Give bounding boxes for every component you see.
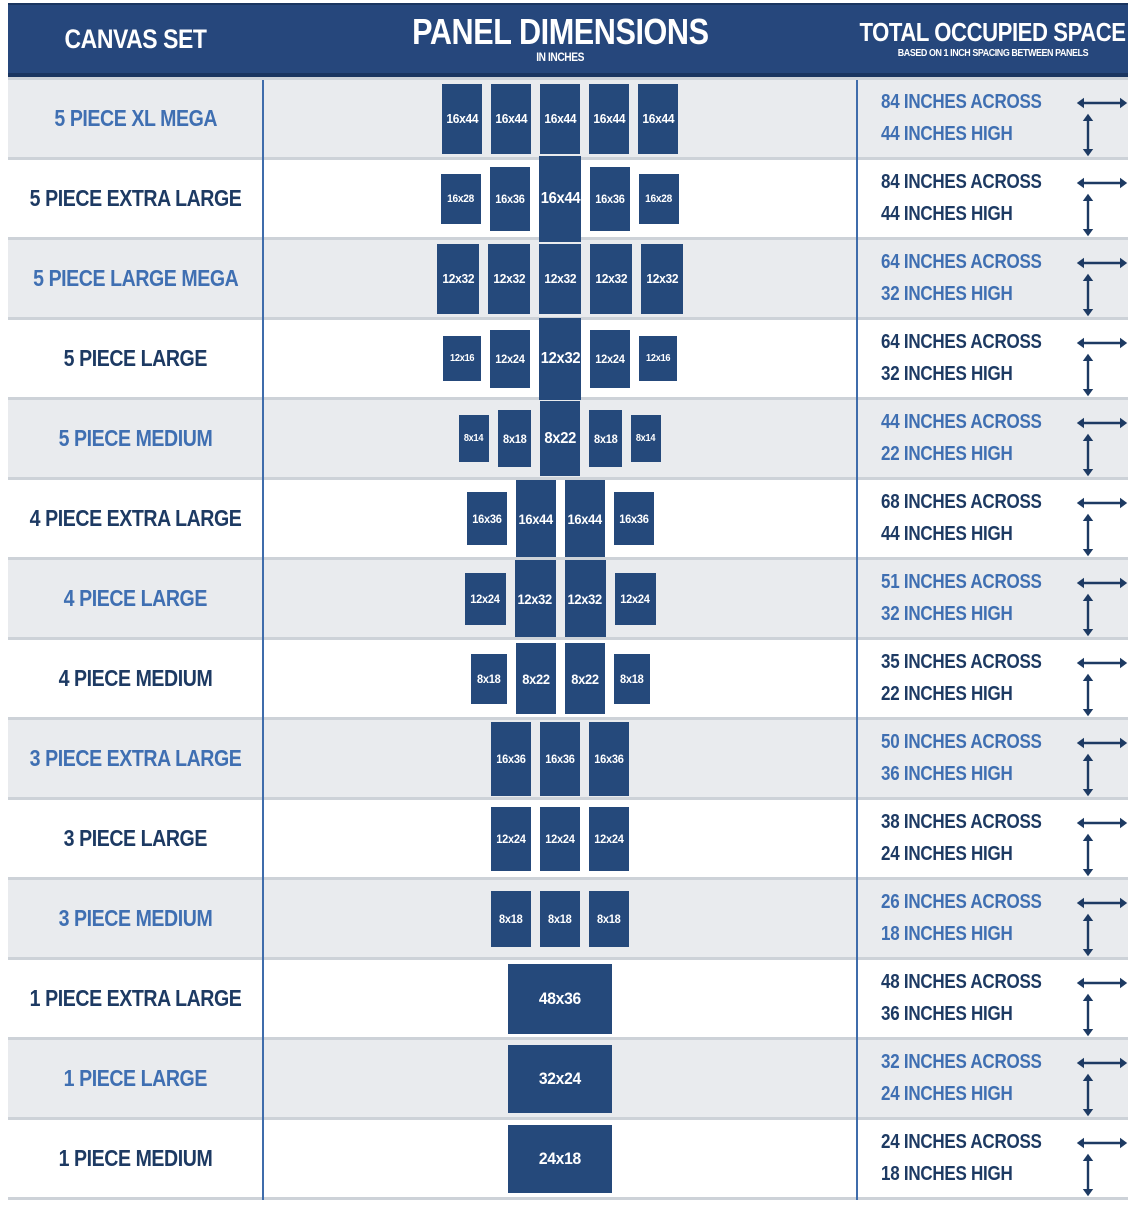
inches-across-label: 68 INCHES ACROSS (881, 491, 1042, 513)
canvas-panel (590, 244, 632, 314)
vertical-arrow-icon (1081, 1153, 1095, 1197)
arrow-slot (1056, 673, 1120, 717)
arrow-slot (1070, 416, 1134, 430)
inches-across-label: 35 INCHES ACROSS (881, 651, 1042, 673)
canvas-panel (540, 891, 580, 947)
canvas-set-cell (8, 480, 263, 557)
canvas-panel (639, 174, 679, 224)
panel-size-label: 12x24 (496, 831, 526, 846)
occupied-space-line (881, 361, 1120, 389)
occupied-space-line (881, 441, 1120, 469)
canvas-set-row (8, 640, 1128, 720)
panel-size-label: 12x32 (567, 590, 603, 607)
panel-size-label: 8x22 (544, 429, 576, 447)
arrow-slot (1070, 576, 1134, 590)
canvas-panel (565, 560, 606, 637)
arrow-slot (1070, 496, 1134, 510)
canvas-panel (539, 156, 581, 242)
vertical-arrow-icon (1081, 193, 1095, 237)
canvas-set-cell (8, 240, 263, 317)
panel-dimensions-cell (263, 320, 857, 397)
panel-size-label: 8x18 (597, 911, 621, 926)
panel-size-label: 16x36 (594, 751, 624, 766)
canvas-set-label: 5 PIECE LARGE (63, 345, 208, 371)
inches-across-label: 51 INCHES ACROSS (881, 571, 1042, 593)
canvas-panel (488, 244, 530, 314)
inches-across-label: 64 INCHES ACROSS (881, 331, 1042, 353)
panel-size-label: 24x18 (538, 1148, 582, 1168)
panel-size-label: 8x22 (570, 670, 599, 687)
inches-across-label: 64 INCHES ACROSS (881, 251, 1042, 273)
canvas-set-row (8, 320, 1128, 400)
panel-size-label: 12x32 (544, 271, 576, 286)
canvas-set-row (8, 480, 1128, 560)
occupied-space-cell (857, 320, 1128, 397)
inches-high-label: 18 INCHES HIGH (881, 923, 1013, 945)
horizontal-arrow-icon (1076, 256, 1128, 270)
panel-size-label: 12x32 (517, 590, 553, 607)
occupied-space-line (881, 681, 1120, 709)
canvas-set-row (8, 240, 1128, 320)
arrow-slot (1070, 736, 1134, 750)
panel-size-label: 16x44 (544, 111, 576, 126)
canvas-set-row (8, 80, 1128, 160)
canvas-set-row (8, 560, 1128, 640)
canvas-panel (443, 336, 481, 381)
canvas-set-row (8, 720, 1128, 800)
canvas-panel (491, 84, 531, 154)
canvas-set-row (8, 880, 1128, 960)
canvas-set-label: 5 PIECE XL MEGA (54, 105, 217, 131)
panel-size-label: 16x44 (642, 111, 674, 126)
canvas-set-label: 5 PIECE MEDIUM (58, 425, 213, 451)
panel-size-label: 16x36 (595, 191, 625, 206)
panel-size-label: 16x44 (540, 189, 580, 207)
arrow-slot (1056, 113, 1120, 157)
inches-high-label: 36 INCHES HIGH (881, 1003, 1013, 1025)
arrow-slot (1070, 96, 1134, 110)
occupied-space-cell (857, 560, 1128, 637)
canvas-set-cell (8, 1120, 263, 1197)
canvas-set-label: 4 PIECE EXTRA LARGE (29, 505, 242, 531)
panel-size-label: 8x14 (636, 433, 656, 444)
horizontal-arrow-icon (1076, 656, 1128, 670)
panel-dimensions-cell (263, 720, 857, 797)
panel-size-label: 16x44 (446, 111, 478, 126)
panel-size-label: 16x28 (447, 192, 475, 205)
horizontal-arrow-icon (1076, 576, 1128, 590)
arrow-slot (1056, 513, 1120, 557)
canvas-set-label: 5 PIECE LARGE MEGA (32, 265, 239, 291)
canvas-panel (459, 415, 489, 462)
occupied-space-line (881, 1081, 1120, 1109)
occupied-space-line (881, 601, 1120, 629)
canvas-panel (565, 643, 605, 714)
horizontal-arrow-icon (1076, 976, 1128, 990)
vertical-arrow-icon (1081, 673, 1095, 717)
arrow-slot (1056, 833, 1120, 877)
panel-size-label: 16x28 (645, 192, 673, 205)
arrow-slot (1056, 433, 1120, 477)
arrow-slot (1070, 816, 1134, 830)
arrow-slot (1070, 176, 1134, 190)
panel-size-label: 12x16 (645, 353, 671, 364)
panel-dimensions-cell (263, 400, 857, 477)
canvas-panel (565, 480, 605, 557)
table-body (8, 77, 1128, 1200)
panel-size-label: 16x36 (618, 511, 649, 526)
occupied-space-cell (857, 1120, 1128, 1197)
canvas-panel (639, 336, 677, 381)
header-cell-canvas-set (8, 5, 263, 73)
canvas-panel (638, 84, 678, 154)
canvas-set-cell (8, 800, 263, 877)
header-cell-panel-dimensions (263, 5, 857, 73)
canvas-set-row (8, 1120, 1128, 1200)
arrow-slot (1056, 1073, 1120, 1117)
arrow-slot (1070, 336, 1134, 350)
vertical-arrow-icon (1081, 513, 1095, 557)
vertical-arrow-icon (1081, 1073, 1095, 1117)
panel-size-label: 16x36 (495, 191, 525, 206)
occupied-space-cell (857, 240, 1128, 317)
canvas-panel (508, 964, 612, 1034)
vertical-arrow-icon (1081, 273, 1095, 317)
panel-size-label: 8x14 (464, 433, 484, 444)
canvas-panel (490, 330, 530, 388)
panel-size-label: 12x32 (442, 271, 474, 286)
panel-size-label: 16x44 (495, 111, 527, 126)
inches-high-label: 32 INCHES HIGH (881, 363, 1013, 385)
inches-across-label: 50 INCHES ACROSS (881, 731, 1042, 753)
panel-size-label: 12x24 (594, 831, 624, 846)
canvas-panel (589, 84, 629, 154)
occupied-space-line (881, 521, 1120, 549)
occupied-space-cell (857, 800, 1128, 877)
arrow-slot (1056, 273, 1120, 317)
canvas-set-cell (8, 640, 263, 717)
canvas-panel (471, 654, 507, 704)
canvas-panel (540, 722, 580, 796)
canvas-set-cell (8, 80, 263, 157)
canvas-panel (516, 480, 556, 557)
occupied-space-line (881, 761, 1120, 789)
occupied-space-line (881, 1001, 1120, 1029)
vertical-arrow-icon (1081, 993, 1095, 1037)
occupied-space-line (881, 841, 1120, 869)
canvas-set-label: 3 PIECE LARGE (63, 825, 208, 851)
header-cell-total-space (857, 5, 1128, 73)
panel-size-label: 12x24 (470, 591, 500, 606)
panel-dimensions-cell (263, 1040, 857, 1117)
panel-size-label: 12x32 (595, 271, 627, 286)
canvas-panel (589, 807, 629, 871)
canvas-panel (516, 643, 556, 714)
arrow-slot (1070, 1056, 1134, 1070)
canvas-panel (491, 722, 531, 796)
panel-size-label: 32x24 (538, 1068, 582, 1088)
horizontal-arrow-icon (1076, 336, 1128, 350)
inches-high-label: 24 INCHES HIGH (881, 1083, 1013, 1105)
column-header-panel-dimensions-subtitle: IN INCHES (536, 49, 584, 64)
horizontal-arrow-icon (1076, 896, 1128, 910)
canvas-panel (641, 244, 683, 314)
canvas-set-cell (8, 320, 263, 397)
panel-size-label: 12x32 (540, 349, 580, 367)
panel-size-label: 12x24 (495, 351, 525, 366)
occupied-space-cell (857, 400, 1128, 477)
canvas-panel (491, 891, 531, 947)
occupied-space-cell (857, 880, 1128, 957)
arrow-slot (1056, 1153, 1120, 1197)
vertical-arrow-icon (1081, 433, 1095, 477)
column-header-panel-dimensions: PANEL DIMENSIONS (411, 10, 709, 52)
panel-size-label: 8x18 (619, 671, 644, 686)
arrow-slot (1070, 896, 1134, 910)
occupied-space-line (881, 201, 1120, 229)
panel-dimensions-cell (263, 640, 857, 717)
occupied-space-cell (857, 480, 1128, 557)
inches-high-label: 44 INCHES HIGH (881, 523, 1013, 545)
column-divider (262, 80, 264, 1200)
panel-size-label: 8x18 (548, 911, 572, 926)
column-header-total-space: TOTAL OCCUPIED SPACE (859, 17, 1126, 47)
panel-size-label: 16x36 (545, 751, 575, 766)
canvas-panel (539, 318, 581, 400)
occupied-space-cell (857, 1040, 1128, 1117)
canvas-panel (515, 560, 556, 637)
occupied-space-cell (857, 160, 1128, 237)
canvas-panel (589, 891, 629, 947)
canvas-set-label: 1 PIECE MEDIUM (58, 1145, 213, 1171)
panel-size-label: 8x22 (521, 670, 550, 687)
canvas-panel (508, 1125, 612, 1193)
panel-size-label: 12x16 (449, 353, 475, 364)
panel-size-label: 12x32 (493, 271, 525, 286)
canvas-panel (589, 410, 622, 467)
inches-across-label: 24 INCHES ACROSS (881, 1131, 1042, 1153)
canvas-panel (442, 84, 482, 154)
inches-high-label: 22 INCHES HIGH (881, 683, 1013, 705)
horizontal-arrow-icon (1076, 1056, 1128, 1070)
vertical-arrow-icon (1081, 833, 1095, 877)
canvas-panel (467, 492, 507, 545)
horizontal-arrow-icon (1076, 96, 1128, 110)
panel-size-label: 8x18 (476, 671, 501, 686)
arrow-slot (1056, 353, 1120, 397)
canvas-set-cell (8, 400, 263, 477)
canvas-panel (465, 573, 506, 625)
arrow-slot (1056, 753, 1120, 797)
horizontal-arrow-icon (1076, 416, 1128, 430)
inches-high-label: 44 INCHES HIGH (881, 123, 1013, 145)
occupied-space-line (881, 281, 1120, 309)
canvas-panel (614, 492, 654, 545)
inches-high-label: 18 INCHES HIGH (881, 1163, 1013, 1185)
canvas-panel (490, 167, 530, 231)
canvas-set-label: 3 PIECE EXTRA LARGE (29, 745, 242, 771)
canvas-panel (539, 244, 581, 314)
inches-high-label: 36 INCHES HIGH (881, 763, 1013, 785)
panel-dimensions-cell (263, 560, 857, 637)
canvas-set-row (8, 160, 1128, 240)
canvas-set-row (8, 960, 1128, 1040)
occupied-space-cell (857, 640, 1128, 717)
panel-dimensions-cell (263, 960, 857, 1037)
canvas-set-cell (8, 560, 263, 637)
panel-size-label: 8x18 (502, 431, 527, 446)
panel-size-label: 16x44 (518, 510, 553, 527)
inches-high-label: 32 INCHES HIGH (881, 603, 1013, 625)
horizontal-arrow-icon (1076, 816, 1128, 830)
canvas-panel (590, 167, 630, 231)
canvas-panel (614, 654, 650, 704)
panel-dimensions-cell (263, 480, 857, 557)
panel-dimensions-cell (263, 160, 857, 237)
inches-across-label: 26 INCHES ACROSS (881, 891, 1042, 913)
canvas-set-label: 5 PIECE EXTRA LARGE (29, 185, 242, 211)
canvas-panel (615, 573, 656, 625)
canvas-set-cell (8, 1040, 263, 1117)
arrow-slot (1056, 913, 1120, 957)
arrow-slot (1070, 256, 1134, 270)
vertical-arrow-icon (1081, 753, 1095, 797)
vertical-arrow-icon (1081, 593, 1095, 637)
panel-dimensions-cell (263, 880, 857, 957)
panel-size-label: 16x36 (496, 751, 526, 766)
canvas-panel (441, 174, 481, 224)
vertical-arrow-icon (1081, 113, 1095, 157)
table-header (8, 3, 1128, 77)
inches-high-label: 24 INCHES HIGH (881, 843, 1013, 865)
panel-size-label: 48x36 (538, 988, 582, 1008)
panel-size-label: 16x44 (567, 510, 602, 527)
arrow-slot (1056, 993, 1120, 1037)
canvas-panel (491, 807, 531, 871)
arrow-slot (1070, 1136, 1134, 1150)
inches-high-label: 32 INCHES HIGH (881, 283, 1013, 305)
inches-across-label: 84 INCHES ACROSS (881, 91, 1042, 113)
occupied-space-cell (857, 80, 1128, 157)
canvas-panel (540, 84, 580, 154)
vertical-arrow-icon (1081, 913, 1095, 957)
occupied-space-line (881, 1161, 1120, 1189)
panel-size-label: 8x18 (499, 911, 523, 926)
canvas-panel (508, 1045, 612, 1113)
panel-size-label: 12x24 (595, 351, 625, 366)
canvas-set-label: 1 PIECE EXTRA LARGE (29, 985, 242, 1011)
panel-size-label: 16x36 (471, 511, 502, 526)
inches-across-label: 38 INCHES ACROSS (881, 811, 1042, 833)
arrow-slot (1056, 593, 1120, 637)
inches-across-label: 44 INCHES ACROSS (881, 411, 1042, 433)
panel-size-label: 8x18 (593, 431, 618, 446)
panel-dimensions-cell (263, 1120, 857, 1197)
canvas-set-row (8, 1040, 1128, 1120)
canvas-set-label: 1 PIECE LARGE (63, 1065, 208, 1091)
canvas-set-row (8, 400, 1128, 480)
canvas-set-cell (8, 880, 263, 957)
occupied-space-cell (857, 720, 1128, 797)
panel-dimensions-cell (263, 240, 857, 317)
canvas-panel (540, 401, 580, 476)
panel-size-label: 12x32 (646, 271, 678, 286)
canvas-panel (631, 415, 661, 462)
canvas-set-label: 4 PIECE MEDIUM (58, 665, 213, 691)
canvas-set-cell (8, 160, 263, 237)
canvas-set-label: 3 PIECE MEDIUM (58, 905, 213, 931)
inches-across-label: 84 INCHES ACROSS (881, 171, 1042, 193)
canvas-set-cell (8, 960, 263, 1037)
column-header-canvas-set: CANVAS SET (64, 23, 207, 54)
canvas-panel (437, 244, 479, 314)
occupied-space-cell (857, 960, 1128, 1037)
occupied-space-line (881, 121, 1120, 149)
canvas-panel (590, 330, 630, 388)
occupied-space-line (881, 921, 1120, 949)
horizontal-arrow-icon (1076, 736, 1128, 750)
canvas-set-cell (8, 720, 263, 797)
horizontal-arrow-icon (1076, 1136, 1128, 1150)
column-header-total-space-subtitle: BASED ON 1 INCH SPACING BETWEEN PANELS (897, 47, 1088, 59)
horizontal-arrow-icon (1076, 496, 1128, 510)
panel-size-label: 12x24 (620, 591, 650, 606)
inches-high-label: 22 INCHES HIGH (881, 443, 1013, 465)
panel-dimensions-cell (263, 80, 857, 157)
inches-across-label: 48 INCHES ACROSS (881, 971, 1042, 993)
arrow-slot (1070, 976, 1134, 990)
column-divider (856, 80, 858, 1200)
canvas-panel (498, 410, 531, 467)
canvas-set-row (8, 800, 1128, 880)
inches-high-label: 44 INCHES HIGH (881, 203, 1013, 225)
arrow-slot (1070, 656, 1134, 670)
canvas-set-label: 4 PIECE LARGE (63, 585, 208, 611)
arrow-slot (1056, 193, 1120, 237)
canvas-panel (540, 807, 580, 871)
panel-size-label: 16x44 (593, 111, 625, 126)
panel-size-label: 12x24 (545, 831, 575, 846)
canvas-panel (589, 722, 629, 796)
horizontal-arrow-icon (1076, 176, 1128, 190)
vertical-arrow-icon (1081, 353, 1095, 397)
panel-dimensions-cell (263, 800, 857, 877)
inches-across-label: 32 INCHES ACROSS (881, 1051, 1042, 1073)
